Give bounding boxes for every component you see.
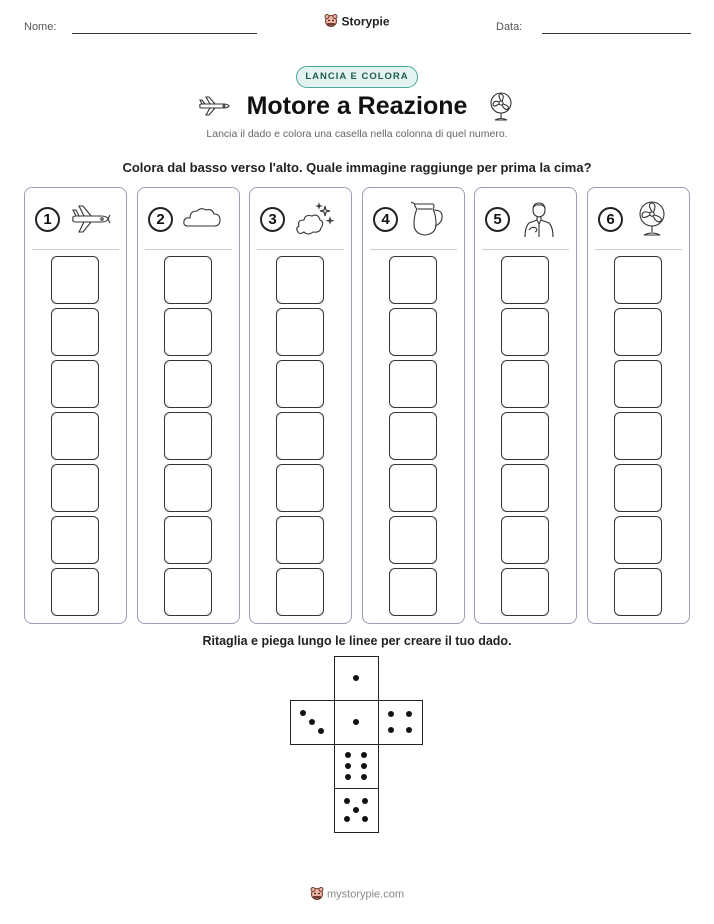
column-number: 3 [260,207,285,232]
color-cell[interactable] [501,464,549,512]
page-title: Motore a Reazione [246,92,468,120]
name-label: Nome: [24,21,57,33]
die-pip [345,763,351,769]
color-cell[interactable] [164,516,212,564]
color-cell[interactable] [614,516,662,564]
color-cell[interactable] [164,464,212,512]
column-number: 5 [485,207,510,232]
brand-name: Storypie [341,14,390,29]
color-cell[interactable] [389,308,437,356]
column-divider [145,249,232,250]
color-cell[interactable] [276,256,324,304]
color-cell[interactable] [51,516,99,564]
pitcher-icon [405,200,449,238]
die-pip [361,752,367,758]
die-pip [318,728,324,734]
die-face-3 [290,700,335,745]
die-pip [361,763,367,769]
color-cell[interactable] [276,516,324,564]
color-cell[interactable] [276,568,324,616]
color-cell[interactable] [501,256,549,304]
column-divider [32,249,119,250]
footer [0,886,714,903]
instruction-text: Colora dal basso verso l'alto. Quale immagine raggiunge per prima la cima? [122,160,592,175]
die-pip [353,807,359,813]
die-caption: Ritaglia e piega lungo le linee per creare il tuo dado. [202,634,512,648]
race-column-4 [362,187,465,624]
die-face-6 [334,744,379,789]
smoke-puff-icon [292,200,336,238]
column-divider [370,249,457,250]
die-pip [362,816,368,822]
die-pip [353,675,359,681]
die-pip [361,774,367,780]
color-cell[interactable] [276,464,324,512]
color-cell[interactable] [501,412,549,460]
die-face-1 [334,656,379,701]
storypie-mascot-icon [310,886,324,903]
color-cell[interactable] [164,256,212,304]
color-cell[interactable] [51,256,99,304]
cloud-icon [180,200,224,238]
color-cell[interactable] [389,464,437,512]
column-number: 1 [35,207,60,232]
color-cell[interactable] [614,308,662,356]
die-pip [353,719,359,725]
color-cell[interactable] [51,360,99,408]
color-cell[interactable] [389,412,437,460]
color-cell[interactable] [164,360,212,408]
column-divider [595,249,682,250]
color-cell[interactable] [614,412,662,460]
airplane-icon [67,200,111,238]
column-number: 2 [148,207,173,232]
color-cell[interactable] [501,568,549,616]
die-pip [406,711,412,717]
color-cell[interactable] [51,464,99,512]
die-pip [309,719,315,725]
race-column-1 [24,187,127,624]
color-cell[interactable] [501,308,549,356]
die-pip [362,798,368,804]
die-pip [406,727,412,733]
page-subtitle: Lancia il dado e colora una casella nella colonna di quel numero. [206,128,508,140]
color-cell[interactable] [276,412,324,460]
race-column-3 [249,187,352,624]
color-cell[interactable] [389,360,437,408]
die-pip [345,752,351,758]
die-face-5 [334,788,379,833]
fan-icon [630,200,674,238]
name-line[interactable] [72,33,257,34]
pilot-icon [517,200,561,238]
color-cell[interactable] [51,308,99,356]
color-cell[interactable] [614,256,662,304]
die-pip [344,798,350,804]
color-cell[interactable] [389,256,437,304]
activity-badge: LANCIA E COLORA [296,66,418,88]
column-number: 6 [598,207,623,232]
color-cell[interactable] [164,308,212,356]
date-label: Data: [496,21,523,33]
color-cell[interactable] [164,568,212,616]
column-divider [257,249,344,250]
column-number: 4 [373,207,398,232]
brand-logo [0,13,714,30]
die-pip [345,774,351,780]
race-column-5 [474,187,577,624]
color-cell[interactable] [389,516,437,564]
color-cell[interactable] [501,360,549,408]
race-column-6 [587,187,690,624]
color-cell[interactable] [501,516,549,564]
die-pip [300,710,306,716]
fan-icon [487,91,515,128]
die-pip [388,711,394,717]
race-column-2 [137,187,240,624]
footer-url: mystorypie.com [326,888,405,901]
die-pip [344,816,350,822]
color-cell[interactable] [276,360,324,408]
die-pip [388,727,394,733]
date-line[interactable] [542,33,691,34]
die-face-1 [334,700,379,745]
color-cell[interactable] [389,568,437,616]
color-cell[interactable] [164,412,212,460]
die-face-4 [378,700,423,745]
column-divider [482,249,569,250]
color-cell[interactable] [51,412,99,460]
color-cell[interactable] [614,568,662,616]
color-cell[interactable] [614,360,662,408]
storypie-mascot-icon [324,13,338,30]
color-cell[interactable] [276,308,324,356]
color-cell[interactable] [51,568,99,616]
color-cell[interactable] [614,464,662,512]
